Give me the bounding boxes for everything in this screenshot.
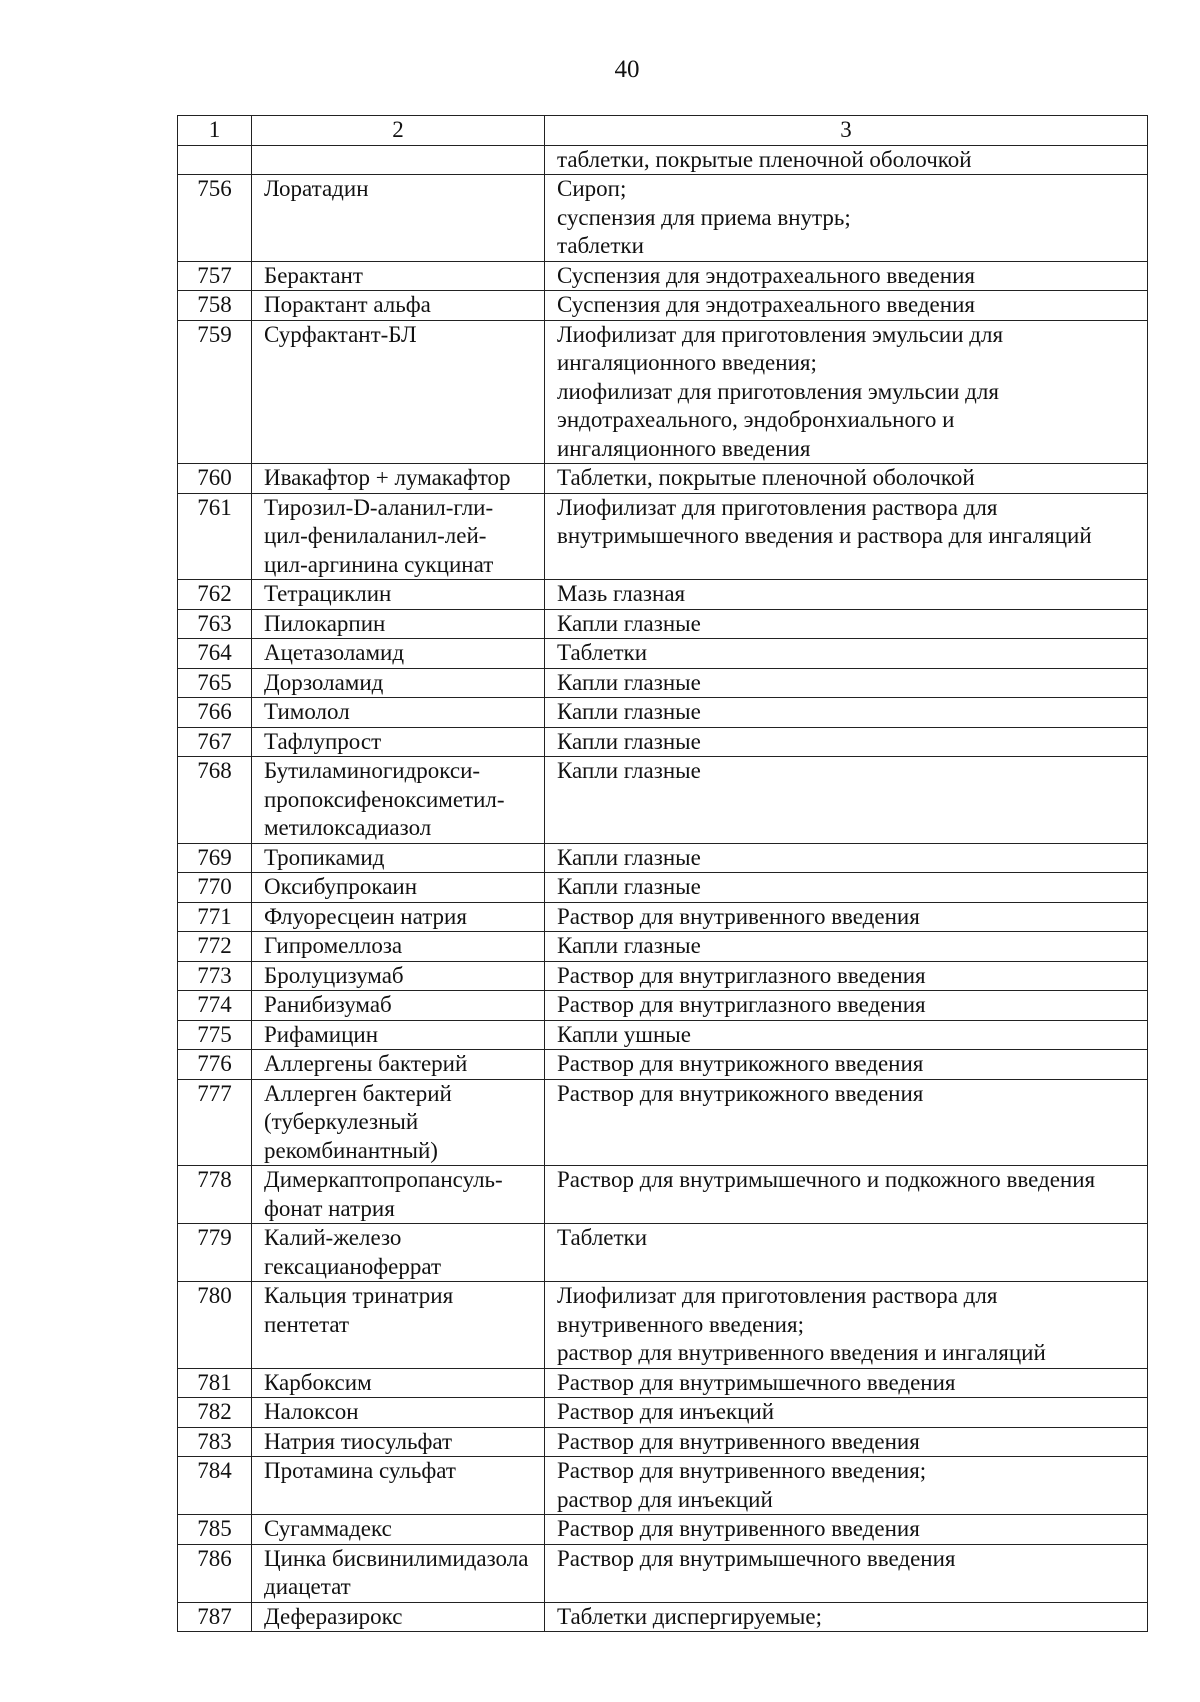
drug-name-cell <box>252 1050 545 1080</box>
drug-name-line: Берактант <box>264 262 363 288</box>
dosage-form-cell <box>545 961 1148 991</box>
dosage-form-line: эндотрахеального, эндобронхиального и <box>557 407 955 432</box>
dosage-form-cell <box>545 464 1148 494</box>
row-number-cell: 775 <box>178 1020 252 1050</box>
dosage-form-cell <box>545 1079 1148 1166</box>
dosage-form-line: Раствор для внутрикожного введения <box>557 1080 924 1106</box>
drug-name-line: Натрия тиосульфат <box>264 1428 453 1454</box>
table-row <box>178 1368 1148 1398</box>
table-row <box>178 1515 1148 1545</box>
dosage-form-line: Раствор для внутримышечного введения <box>557 1545 956 1571</box>
drug-name-line: Тафлупрост <box>264 728 382 754</box>
dosage-form-cell <box>545 757 1148 844</box>
dosage-form-line: Капли глазные <box>557 669 701 695</box>
dosage-form-line: раствор для инъекций <box>557 1486 773 1512</box>
dosage-form-line: Раствор для внутриглазного введения <box>557 992 926 1017</box>
drug-name-line: Тетрациклин <box>264 581 392 606</box>
row-number-cell: 769 <box>178 843 252 873</box>
dosage-form-cell <box>545 175 1148 262</box>
drug-name-line: Сурфактант-БЛ <box>264 321 417 347</box>
row-number-cell: 761 <box>178 493 252 580</box>
drug-name-line: Протамина сульфат <box>264 1458 456 1483</box>
drug-name-line: Ранибизумаб <box>264 992 392 1017</box>
drug-name-line: метилоксадиазол <box>264 815 432 840</box>
table-row <box>178 261 1148 291</box>
drug-name-cell <box>252 1020 545 1050</box>
dosage-form-line: Раствор для внутрикожного введения <box>557 1051 924 1076</box>
drug-name-line: Тирозил-D-аланил-гли- <box>264 494 494 520</box>
row-number-cell: 762 <box>178 580 252 610</box>
table-row <box>178 961 1148 991</box>
table-row <box>178 757 1148 844</box>
dosage-form-cell <box>545 932 1148 962</box>
drug-name-cell <box>252 291 545 321</box>
drug-name-line: Сугаммадекс <box>264 1516 392 1541</box>
dosage-form-line: Капли глазные <box>557 699 701 724</box>
table-row <box>178 580 1148 610</box>
row-number-cell: 773 <box>178 961 252 991</box>
row-number-cell: 771 <box>178 902 252 932</box>
row-number-cell: 766 <box>178 698 252 728</box>
table-row <box>178 932 1148 962</box>
row-number-cell: 767 <box>178 727 252 757</box>
header-cell-name: 2 <box>252 116 545 146</box>
dosage-form-line: Мазь глазная <box>557 581 686 606</box>
row-number-cell: 778 <box>178 1166 252 1224</box>
row-number-cell <box>178 145 252 175</box>
dosage-form-cell <box>545 727 1148 757</box>
drug-name-line: (туберкулезный <box>264 1109 419 1134</box>
drug-name-cell <box>252 1544 545 1602</box>
drug-name-line: Флуоресцеин натрия <box>264 903 467 929</box>
row-number-cell: 764 <box>178 639 252 669</box>
table-row <box>178 464 1148 494</box>
row-number-cell: 757 <box>178 261 252 291</box>
drug-name-cell <box>252 464 545 494</box>
dosage-form-line: Капли глазные <box>557 728 701 754</box>
table-row <box>178 291 1148 321</box>
drug-name-cell <box>252 932 545 962</box>
drug-name-line: Цинка бисвинилимидазола <box>264 1545 529 1571</box>
dosage-form-line: Капли глазные <box>557 874 701 899</box>
drug-name-line: Дорзоламид <box>264 669 384 695</box>
drug-name-line: Порактант альфа <box>264 292 431 317</box>
drug-name-cell <box>252 961 545 991</box>
table-row <box>178 902 1148 932</box>
row-number-cell: 777 <box>178 1079 252 1166</box>
dosage-form-line: суспензия для приема внутрь; <box>557 204 851 230</box>
dosage-form-cell <box>545 1602 1148 1632</box>
table-row <box>178 145 1148 175</box>
table-row <box>178 1224 1148 1282</box>
drug-name-cell <box>252 1457 545 1515</box>
drug-name-line: Налоксон <box>264 1399 359 1424</box>
drug-name-cell <box>252 698 545 728</box>
header-cell-form: 3 <box>545 116 1148 146</box>
table-row <box>178 991 1148 1021</box>
table-row <box>178 320 1148 464</box>
row-number-cell: 782 <box>178 1398 252 1428</box>
drug-name-line: Рифамицин <box>264 1021 379 1047</box>
dosage-form-cell <box>545 1020 1148 1050</box>
table-row <box>178 1398 1148 1428</box>
drug-name-line: Деферазирокс <box>264 1603 403 1629</box>
dosage-form-line: Капли ушные <box>557 1021 691 1047</box>
dosage-form-cell <box>545 1427 1148 1457</box>
drug-name-cell <box>252 668 545 698</box>
drug-name-cell <box>252 261 545 291</box>
row-number-cell: 784 <box>178 1457 252 1515</box>
drug-name-cell <box>252 757 545 844</box>
dosage-form-line: таблетки <box>557 233 644 258</box>
header-cell-number: 1 <box>178 116 252 146</box>
dosage-form-line: Таблетки <box>557 640 648 665</box>
dosage-form-line: таблетки, покрытые пленочной оболочкой <box>557 146 972 172</box>
drug-name-cell <box>252 873 545 903</box>
drug-name-cell <box>252 580 545 610</box>
dosage-form-line: ингаляционного введения <box>557 435 811 461</box>
table-row <box>178 698 1148 728</box>
row-number-cell: 787 <box>178 1602 252 1632</box>
dosage-form-line: Лиофилизат для приготовления раствора для <box>557 494 998 520</box>
dosage-form-line: раствор для внутривенного введения и ингаляций <box>557 1340 1046 1365</box>
drug-name-cell <box>252 1515 545 1545</box>
dosage-form-cell <box>545 1368 1148 1398</box>
dosage-form-line: Раствор для внутривенного введения <box>557 1516 920 1541</box>
table-row <box>178 1079 1148 1166</box>
drug-name-cell <box>252 1166 545 1224</box>
dosage-form-line: Раствор для внутривенного введения <box>557 903 920 929</box>
drug-name-line: Аллерген бактерий <box>264 1080 452 1106</box>
table-row <box>178 609 1148 639</box>
drug-name-cell <box>252 1282 545 1369</box>
table-row <box>178 727 1148 757</box>
dosage-form-line: Раствор для внутримышечного и подкожного введения <box>557 1167 1096 1192</box>
dosage-form-line: Лиофилизат для приготовления раствора для <box>557 1283 998 1308</box>
row-number-cell: 763 <box>178 609 252 639</box>
table-row <box>178 1427 1148 1457</box>
row-number-cell: 756 <box>178 175 252 262</box>
drug-name-cell <box>252 493 545 580</box>
dosage-form-cell <box>545 1282 1148 1369</box>
dosage-form-cell <box>545 1050 1148 1080</box>
dosage-form-cell <box>545 1166 1148 1224</box>
dosage-form-line: внутривенного введения; <box>557 1311 804 1337</box>
dosage-form-cell <box>545 261 1148 291</box>
dosage-form-cell <box>545 902 1148 932</box>
dosage-form-cell <box>545 1224 1148 1282</box>
dosage-form-cell <box>545 991 1148 1021</box>
dosage-form-line: Таблетки, покрытые пленочной оболочкой <box>557 465 975 490</box>
drug-name-line: Лоратадин <box>264 176 369 201</box>
drug-name-cell <box>252 1368 545 1398</box>
table-header-row <box>178 116 1148 146</box>
dosage-form-line: лиофилизат для приготовления эмульсии для <box>557 378 999 404</box>
drug-name-line: Ивакафтор + лумакафтор <box>264 465 511 490</box>
row-number-cell: 758 <box>178 291 252 321</box>
dosage-form-line: Таблетки <box>557 1225 648 1250</box>
row-number-cell: 770 <box>178 873 252 903</box>
dosage-form-cell <box>545 1457 1148 1515</box>
row-number-cell: 783 <box>178 1427 252 1457</box>
dosage-form-cell <box>545 1398 1148 1428</box>
drug-name-cell <box>252 639 545 669</box>
table-row <box>178 1544 1148 1602</box>
drug-name-cell <box>252 320 545 464</box>
drug-name-line: диацетат <box>264 1574 351 1599</box>
drug-name-line: Пилокарпин <box>264 610 386 636</box>
drug-name-cell <box>252 1398 545 1428</box>
row-number-cell: 760 <box>178 464 252 494</box>
table-row <box>178 639 1148 669</box>
table-row <box>178 873 1148 903</box>
row-number-cell: 786 <box>178 1544 252 1602</box>
row-number-cell: 772 <box>178 932 252 962</box>
row-number-cell: 759 <box>178 320 252 464</box>
table-row <box>178 843 1148 873</box>
drug-name-line: цил-аргинина сукцинат <box>264 551 494 577</box>
dosage-form-line: внутримышечного введения и раствора для ингаляций <box>557 523 1092 548</box>
dosage-form-cell <box>545 1544 1148 1602</box>
dosage-form-cell <box>545 580 1148 610</box>
drug-name-line: Кальция тринатрия <box>264 1283 454 1308</box>
table-body <box>178 145 1148 1632</box>
drug-name-line: Ацетазоламид <box>264 640 405 665</box>
dosage-form-cell <box>545 843 1148 873</box>
dosage-form-line: Сироп; <box>557 176 627 201</box>
drug-name-cell <box>252 1427 545 1457</box>
table-row <box>178 175 1148 262</box>
dosage-form-cell <box>545 668 1148 698</box>
dosage-form-cell <box>545 145 1148 175</box>
row-number-cell: 765 <box>178 668 252 698</box>
medicines-table <box>177 115 1148 1632</box>
table-row <box>178 1020 1148 1050</box>
row-number-cell: 776 <box>178 1050 252 1080</box>
drug-name-cell <box>252 991 545 1021</box>
row-number-cell: 781 <box>178 1368 252 1398</box>
drug-name-line: пентетат <box>264 1311 350 1337</box>
dosage-form-cell <box>545 639 1148 669</box>
drug-name-cell <box>252 175 545 262</box>
dosage-form-cell <box>545 873 1148 903</box>
table-row <box>178 493 1148 580</box>
dosage-form-line: Раствор для внутривенного введения <box>557 1428 920 1454</box>
drug-name-line: Калий-железо <box>264 1225 402 1250</box>
drug-name-line: Аллергены бактерий <box>264 1051 468 1076</box>
dosage-form-line: Таблетки диспергируемые; <box>557 1603 822 1629</box>
row-number-cell: 785 <box>178 1515 252 1545</box>
drug-name-cell <box>252 1224 545 1282</box>
dosage-form-cell <box>545 291 1148 321</box>
dosage-form-line: Капли глазные <box>557 844 701 870</box>
table-row <box>178 1050 1148 1080</box>
drug-name-line: цил-фенилаланил-лей- <box>264 523 487 548</box>
row-number-cell: 774 <box>178 991 252 1021</box>
dosage-form-line: Капли глазные <box>557 610 701 636</box>
drug-name-line: Тропикамид <box>264 844 385 870</box>
dosage-form-cell <box>545 1515 1148 1545</box>
dosage-form-line: Раствор для внутримышечного введения <box>557 1369 956 1395</box>
dosage-form-line: Раствор для внутриглазного введения <box>557 962 926 988</box>
drug-name-line: Бролуцизумаб <box>264 962 404 988</box>
table-row <box>178 1457 1148 1515</box>
drug-name-line: Бутиламиногидрокси- <box>264 758 481 783</box>
dosage-form-line: Капли глазные <box>557 758 701 783</box>
drug-name-line: Димеркаптопропансуль- <box>264 1167 503 1192</box>
drug-name-line: фонат натрия <box>264 1195 395 1221</box>
dosage-form-line: ингаляционного введения; <box>557 350 817 375</box>
page-number: 40 <box>614 56 640 83</box>
drug-name-line: Тимолол <box>264 699 350 724</box>
dosage-form-cell <box>545 493 1148 580</box>
row-number-cell: 768 <box>178 757 252 844</box>
table-row <box>178 668 1148 698</box>
row-number-cell: 780 <box>178 1282 252 1369</box>
drug-name-cell <box>252 609 545 639</box>
drug-name-cell <box>252 843 545 873</box>
drug-name-line: рекомбинантный) <box>264 1137 438 1163</box>
drug-name-cell <box>252 1079 545 1166</box>
row-number-cell: 779 <box>178 1224 252 1282</box>
drug-name-cell <box>252 727 545 757</box>
drug-name-line: Оксибупрокаин <box>264 874 418 899</box>
drug-name-cell <box>252 902 545 932</box>
dosage-form-cell <box>545 698 1148 728</box>
table-row <box>178 1282 1148 1369</box>
drug-name-line: гексацианоферрат <box>264 1253 442 1279</box>
drug-name-cell <box>252 145 545 175</box>
dosage-form-cell <box>545 609 1148 639</box>
table-row <box>178 1166 1148 1224</box>
drug-name-cell <box>252 1602 545 1632</box>
dosage-form-cell <box>545 320 1148 464</box>
dosage-form-line: Раствор для инъекций <box>557 1399 775 1424</box>
table-row <box>178 1602 1148 1632</box>
dosage-form-line: Раствор для внутривенного введения; <box>557 1458 927 1483</box>
drug-name-line: Карбоксим <box>264 1369 372 1395</box>
dosage-form-line: Суспензия для эндотрахеального введения <box>557 292 975 317</box>
dosage-form-line: Лиофилизат для приготовления эмульсии для <box>557 321 1004 347</box>
drug-name-line: Гипромеллоза <box>264 933 403 958</box>
dosage-form-line: Капли глазные <box>557 933 701 958</box>
dosage-form-line: Суспензия для эндотрахеального введения <box>557 262 975 288</box>
drug-name-line: пропоксифеноксиметил- <box>264 786 505 812</box>
